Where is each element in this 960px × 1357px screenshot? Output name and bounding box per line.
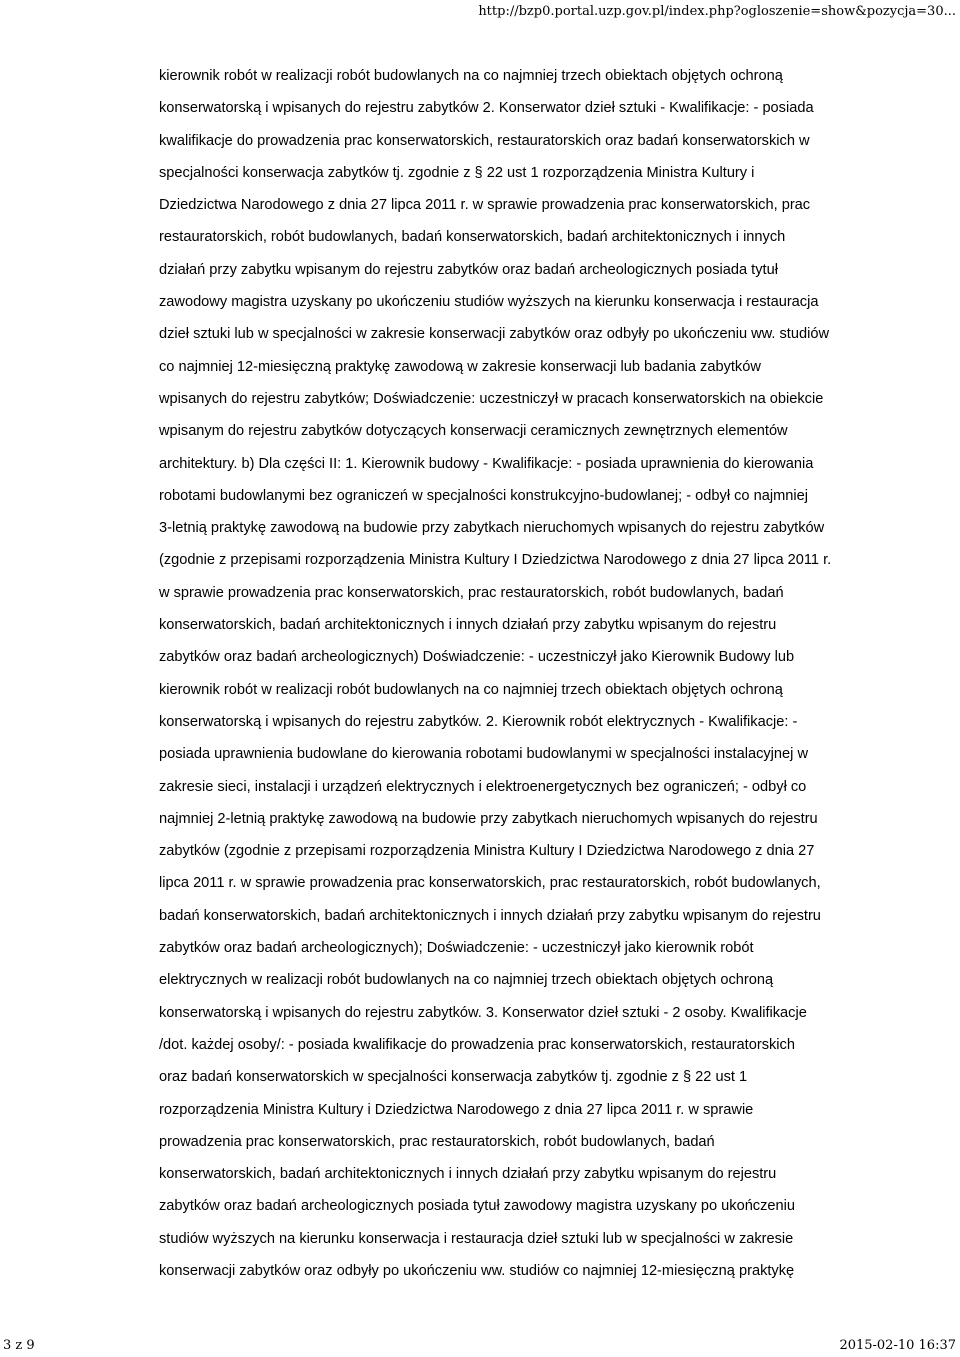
text-line: oraz badań konserwatorskich w specjalności konserwacja zabytków tj. zgodnie z § 22 ust 1 bbox=[159, 1069, 748, 1086]
text-line: wpisanych do rejestru zabytków; Doświadczenie: uczestniczył w pracach konserwatorskich na obiekcie bbox=[159, 390, 824, 407]
text-line: konserwatorskich, badań architektonicznych i innych działań przy zabytku wpisanym do rejestru bbox=[159, 617, 777, 634]
text-line: /dot. każdej osoby/: - posiada kwalifikacje do prowadzenia prac konserwatorskich, restauratorskich bbox=[159, 1036, 795, 1053]
text-line: konserwacji zabytków oraz odbyły po ukończeniu ww. studiów co najmniej 12-miesięczną praktykę bbox=[159, 1262, 795, 1279]
document-body bbox=[159, 60, 899, 1287]
text-line: konserwatorską i wpisanych do rejestru zabytków. 2. Kierownik robót elektrycznych - Kwalifikacje: - bbox=[159, 713, 798, 730]
text-line: zakresie sieci, instalacji i urządzeń elektrycznych i elektroenergetycznych bez ograniczeń; - odbył co bbox=[159, 778, 807, 795]
text-line: konserwatorską i wpisanych do rejestru zabytków 2. Konserwator dzieł sztuki - Kwalifikacje: - posiada bbox=[159, 100, 814, 117]
text-line: najmniej 2-letnią praktykę zawodową na budowie przy zabytkach nieruchomych wpisanych do rejestru bbox=[159, 810, 818, 827]
text-line: 3-letnią praktykę zawodową na budowie przy zabytkach nieruchomych wpisanych do rejestru zabytków bbox=[159, 520, 825, 537]
text-line: konserwatorskich, badań architektonicznych i innych działań przy zabytku wpisanym do rejestru bbox=[159, 1166, 777, 1183]
text-line: zabytków (zgodnie z przepisami rozporządzenia Ministra Kultury I Dziedzictwa Narodowego z dnia 27 bbox=[159, 843, 815, 860]
text-line: prowadzenia prac konserwatorskich, prac restauratorskich, robót budowlanych, badań bbox=[159, 1133, 715, 1150]
text-line: lipca 2011 r. w sprawie prowadzenia prac konserwatorskich, prac restauratorskich, robót budowlanych, bbox=[159, 875, 821, 892]
text-line: restauratorskich, robót budowlanych, badań konserwatorskich, badań architektonicznych i innych bbox=[159, 229, 786, 246]
text-line: zabytków oraz badań archeologicznych) Doświadczenie: - uczestniczył jako Kierownik Budowy lub bbox=[159, 649, 795, 666]
text-line: architektury. b) Dla części II: 1. Kierownik budowy - Kwalifikacje: - posiada uprawnienia do kierowania bbox=[159, 455, 814, 472]
text-line: studiów wyższych na kierunku konserwacja i restauracja dzieł sztuki lub w specjalności w zakresie bbox=[159, 1230, 794, 1247]
text-line: dzieł sztuki lub w specjalności w zakresie konserwacji zabytków oraz odbyły po ukończeniu ww. studiów bbox=[159, 326, 829, 343]
print-datetime: 2015-02-10 16:37 bbox=[839, 1338, 956, 1353]
text-line: działań przy zabytku wpisanym do rejestru zabytków oraz badań archeologicznych posiada tytuł bbox=[159, 261, 778, 278]
text-line: kierownik robót w realizacji robót budowlanych na co najmniej trzech obiektach objętych ochroną bbox=[159, 681, 783, 698]
text-line: elektrycznych w realizacji robót budowlanych na co najmniej trzech obiektach objętych ochroną bbox=[159, 972, 774, 989]
text-line: Dziedzictwa Narodowego z dnia 27 lipca 2011 r. w sprawie prowadzenia prac konserwatorskich, prac bbox=[159, 197, 811, 214]
text-line: zabytków oraz badań archeologicznych); Doświadczenie: - uczestniczył jako kierownik robót bbox=[159, 940, 754, 957]
text-line: zawodowy magistra uzyskany po ukończeniu studiów wyższych na kierunku konserwacja i restauracja bbox=[159, 294, 819, 311]
page-url: http://bzp0.portal.uzp.gov.pl/index.php?ogloszenie=show&pozycja=30... bbox=[478, 4, 956, 19]
text-line: w sprawie prowadzenia prac konserwatorskich, prac restauratorskich, robót budowlanych, badań bbox=[159, 584, 784, 601]
text-line: posiada uprawnienia budowlane do kierowania robotami budowlanymi w specjalności instalacyjnej w bbox=[159, 746, 808, 763]
text-line: kierownik robót w realizacji robót budowlanych na co najmniej trzech obiektach objętych ochroną bbox=[159, 68, 783, 84]
text-line: konserwatorską i wpisanych do rejestru zabytków. 3. Konserwator dzieł sztuki - 2 osoby. Kwalifikacje bbox=[159, 1004, 807, 1021]
text-line: badań konserwatorskich, badań architektonicznych i innych działań przy zabytku wpisanym do rejestru bbox=[159, 907, 821, 924]
text-line: zabytków oraz badań archeologicznych posiada tytuł zawodowy magistra uzyskany po ukończeniu bbox=[159, 1198, 795, 1215]
text-line: wpisanym do rejestru zabytków dotyczących konserwacji ceramicznych zewnętrznych elementów bbox=[159, 423, 788, 440]
text-line: robotami budowlanymi bez ograniczeń w specjalności konstrukcyjno-budowlanej; - odbył co najmniej bbox=[159, 487, 808, 504]
text-line: rozporządzenia Ministra Kultury i Dziedzictwa Narodowego z dnia 27 lipca 2011 r. w sprawie bbox=[159, 1101, 754, 1118]
text-line: kwalifikacje do prowadzenia prac konserwatorskich, restauratorskich oraz badań konserwatorskich w bbox=[159, 132, 810, 149]
text-line: co najmniej 12-miesięczną praktykę zawodową w zakresie konserwacji lub badania zabytków bbox=[159, 358, 761, 375]
text-line: (zgodnie z przepisami rozporządzenia Ministra Kultury I Dziedzictwa Narodowego z dnia 27 lipca 2011 r. bbox=[159, 552, 832, 569]
text-line: specjalności konserwacja zabytków tj. zgodnie z § 22 ust 1 rozporządzenia Ministra Kultury i bbox=[159, 164, 755, 181]
page-number: 3 z 9 bbox=[3, 1338, 35, 1353]
